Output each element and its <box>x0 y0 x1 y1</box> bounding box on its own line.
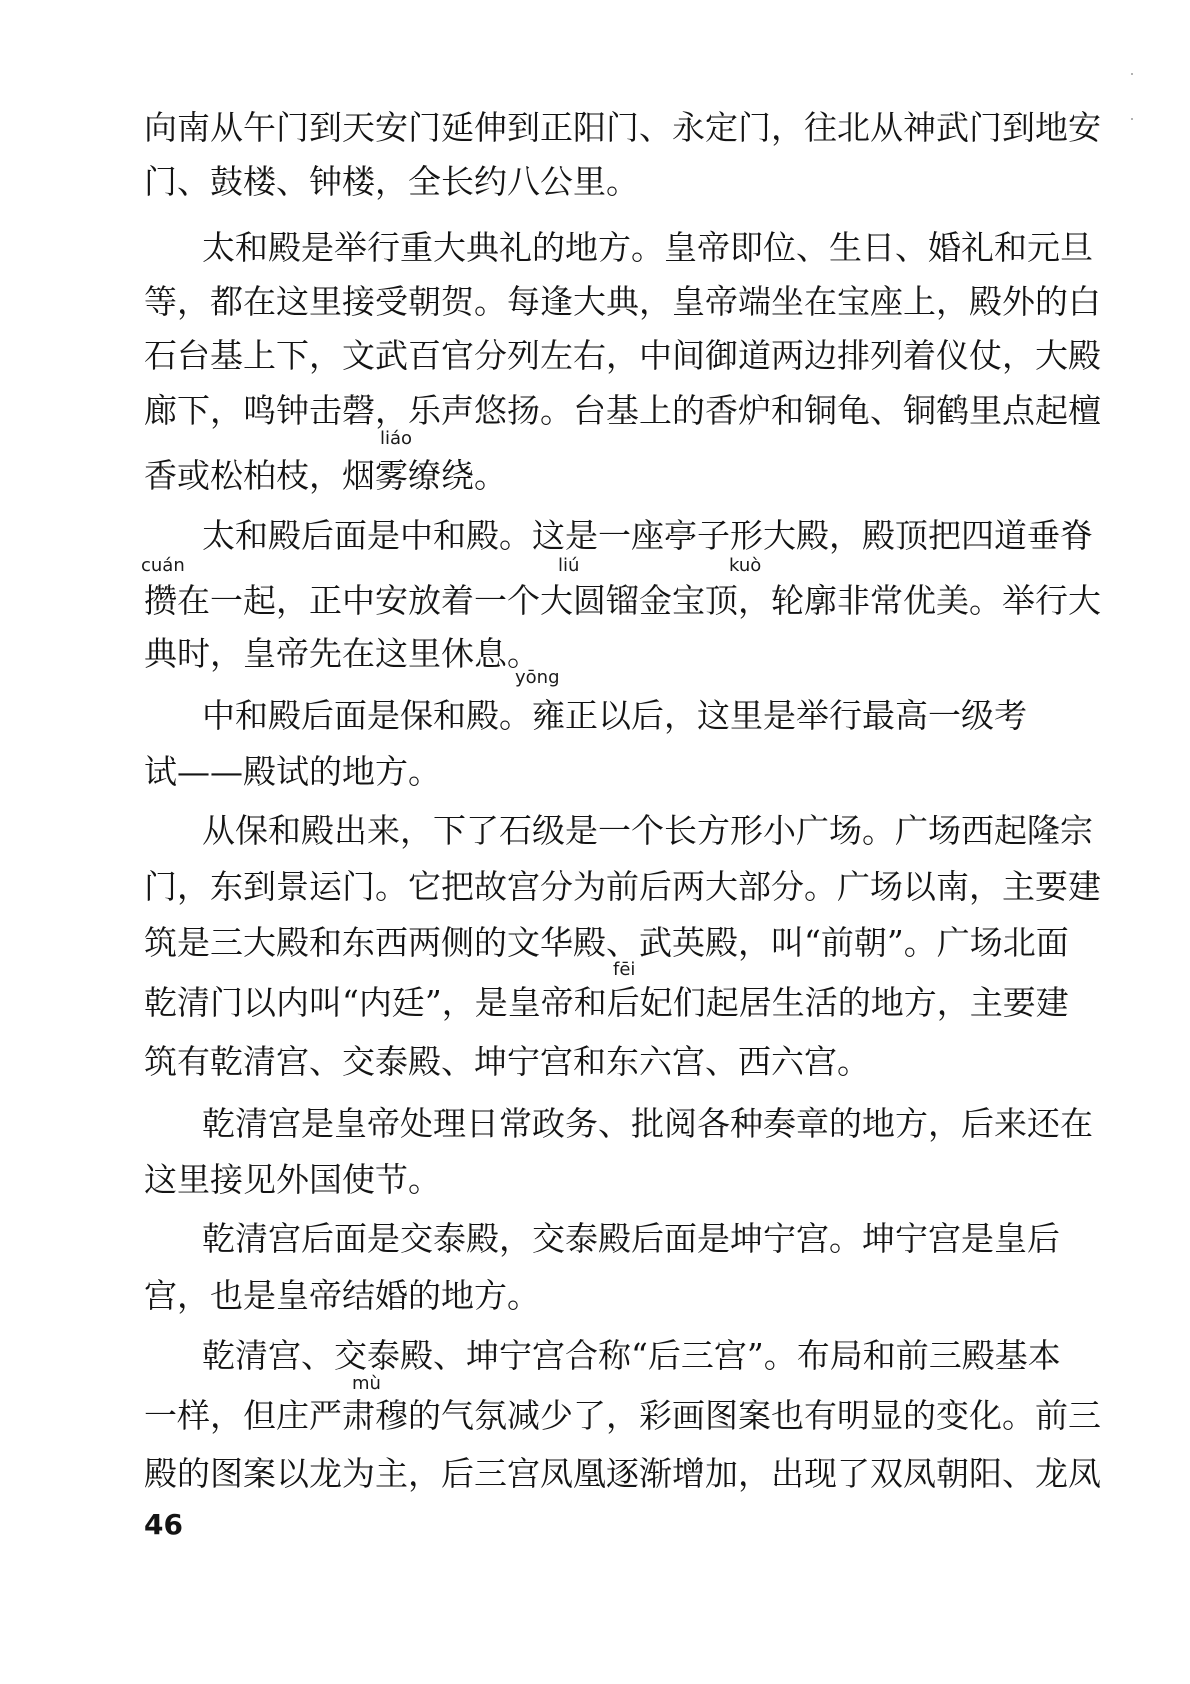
scan-speck <box>1131 73 1133 75</box>
pinyin-annotation: kuò <box>729 555 762 576</box>
text-line: 筑有乾清宫、交泰殿、坤宁宫和东六宫、西六宫。 <box>144 1042 870 1081</box>
text-line: 宫，也是皇帝结婚的地方。 <box>144 1276 540 1315</box>
text-line: 典时，皇帝先在这里休息。 <box>144 634 540 673</box>
text-line: 乾清门以内叫“内廷”，是皇帝和后妃们起居生活的地方，主要建 <box>144 983 1069 1022</box>
paragraph-first-line: 太和殿后面是中和殿。这是一座亭子形大殿，殿顶把四道垂脊 <box>202 516 1093 555</box>
text-line: 这里接见外国使节。 <box>144 1160 441 1199</box>
text-line: 筑是三大殿和东西两侧的文华殿、武英殿，叫“前朝”。广场北面 <box>144 923 1069 962</box>
pinyin-annotation: mù <box>352 1373 381 1394</box>
text-line: 石台基上下，文武百官分列左右，中间御道两边排列着仪仗，大殿 <box>144 336 1101 375</box>
text-line: 等，都在这里接受朝贺。每逢大典，皇帝端坐在宝座上，殿外的白 <box>144 282 1101 321</box>
pinyin-annotation: liú <box>558 555 580 576</box>
text-line: 香或松柏枝，烟雾缭绕。 <box>144 456 507 495</box>
text-line: 试——殿试的地方。 <box>144 752 441 791</box>
paragraph-first-line: 乾清宫、交泰殿、坤宁宫合称“后三宫”。布局和前三殿基本 <box>202 1336 1061 1375</box>
text-line: 门，东到景运门。它把故宫分为前后两大部分。广场以南，主要建 <box>144 867 1101 906</box>
paragraph-first-line: 中和殿后面是保和殿。雍正以后，这里是举行最高一级考 <box>202 696 1027 735</box>
pinyin-annotation: yōng <box>515 667 560 688</box>
paragraph-first-line: 乾清宫后面是交泰殿，交泰殿后面是坤宁宫。坤宁宫是皇后 <box>202 1219 1060 1258</box>
text-line: 攒在一起，正中安放着一个大圆镏金宝顶，轮廓非常优美。举行大 <box>144 581 1101 620</box>
text-line: 向南从午门到天安门延伸到正阳门、永定门，往北从神武门到地安 <box>144 108 1101 147</box>
scan-speck <box>1131 118 1133 120</box>
text-line: 一样，但庄严肃穆的气氛减少了，彩画图案也有明显的变化。前三 <box>144 1396 1101 1435</box>
pinyin-annotation: fēi <box>613 959 636 980</box>
text-line: 门、鼓楼、钟楼，全长约八公里。 <box>144 162 639 201</box>
paragraph-first-line: 乾清宫是皇帝处理日常政务、批阅各种奏章的地方，后来还在 <box>202 1104 1093 1143</box>
pinyin-annotation: liáo <box>380 428 413 449</box>
paragraph-first-line: 太和殿是举行重大典礼的地方。皇帝即位、生日、婚礼和元旦 <box>202 228 1093 267</box>
pinyin-annotation: cuán <box>141 555 185 576</box>
page-number: 46 <box>144 1508 183 1541</box>
text-line: 廊下，鸣钟击磬，乐声悠扬。台基上的香炉和铜龟、铜鹤里点起檀 <box>144 391 1101 430</box>
text-line: 殿的图案以龙为主，后三宫凤凰逐渐增加，出现了双凤朝阳、龙凤 <box>144 1454 1101 1493</box>
paragraph-first-line: 从保和殿出来，下了石级是一个长方形小广场。广场西起隆宗 <box>202 811 1093 850</box>
